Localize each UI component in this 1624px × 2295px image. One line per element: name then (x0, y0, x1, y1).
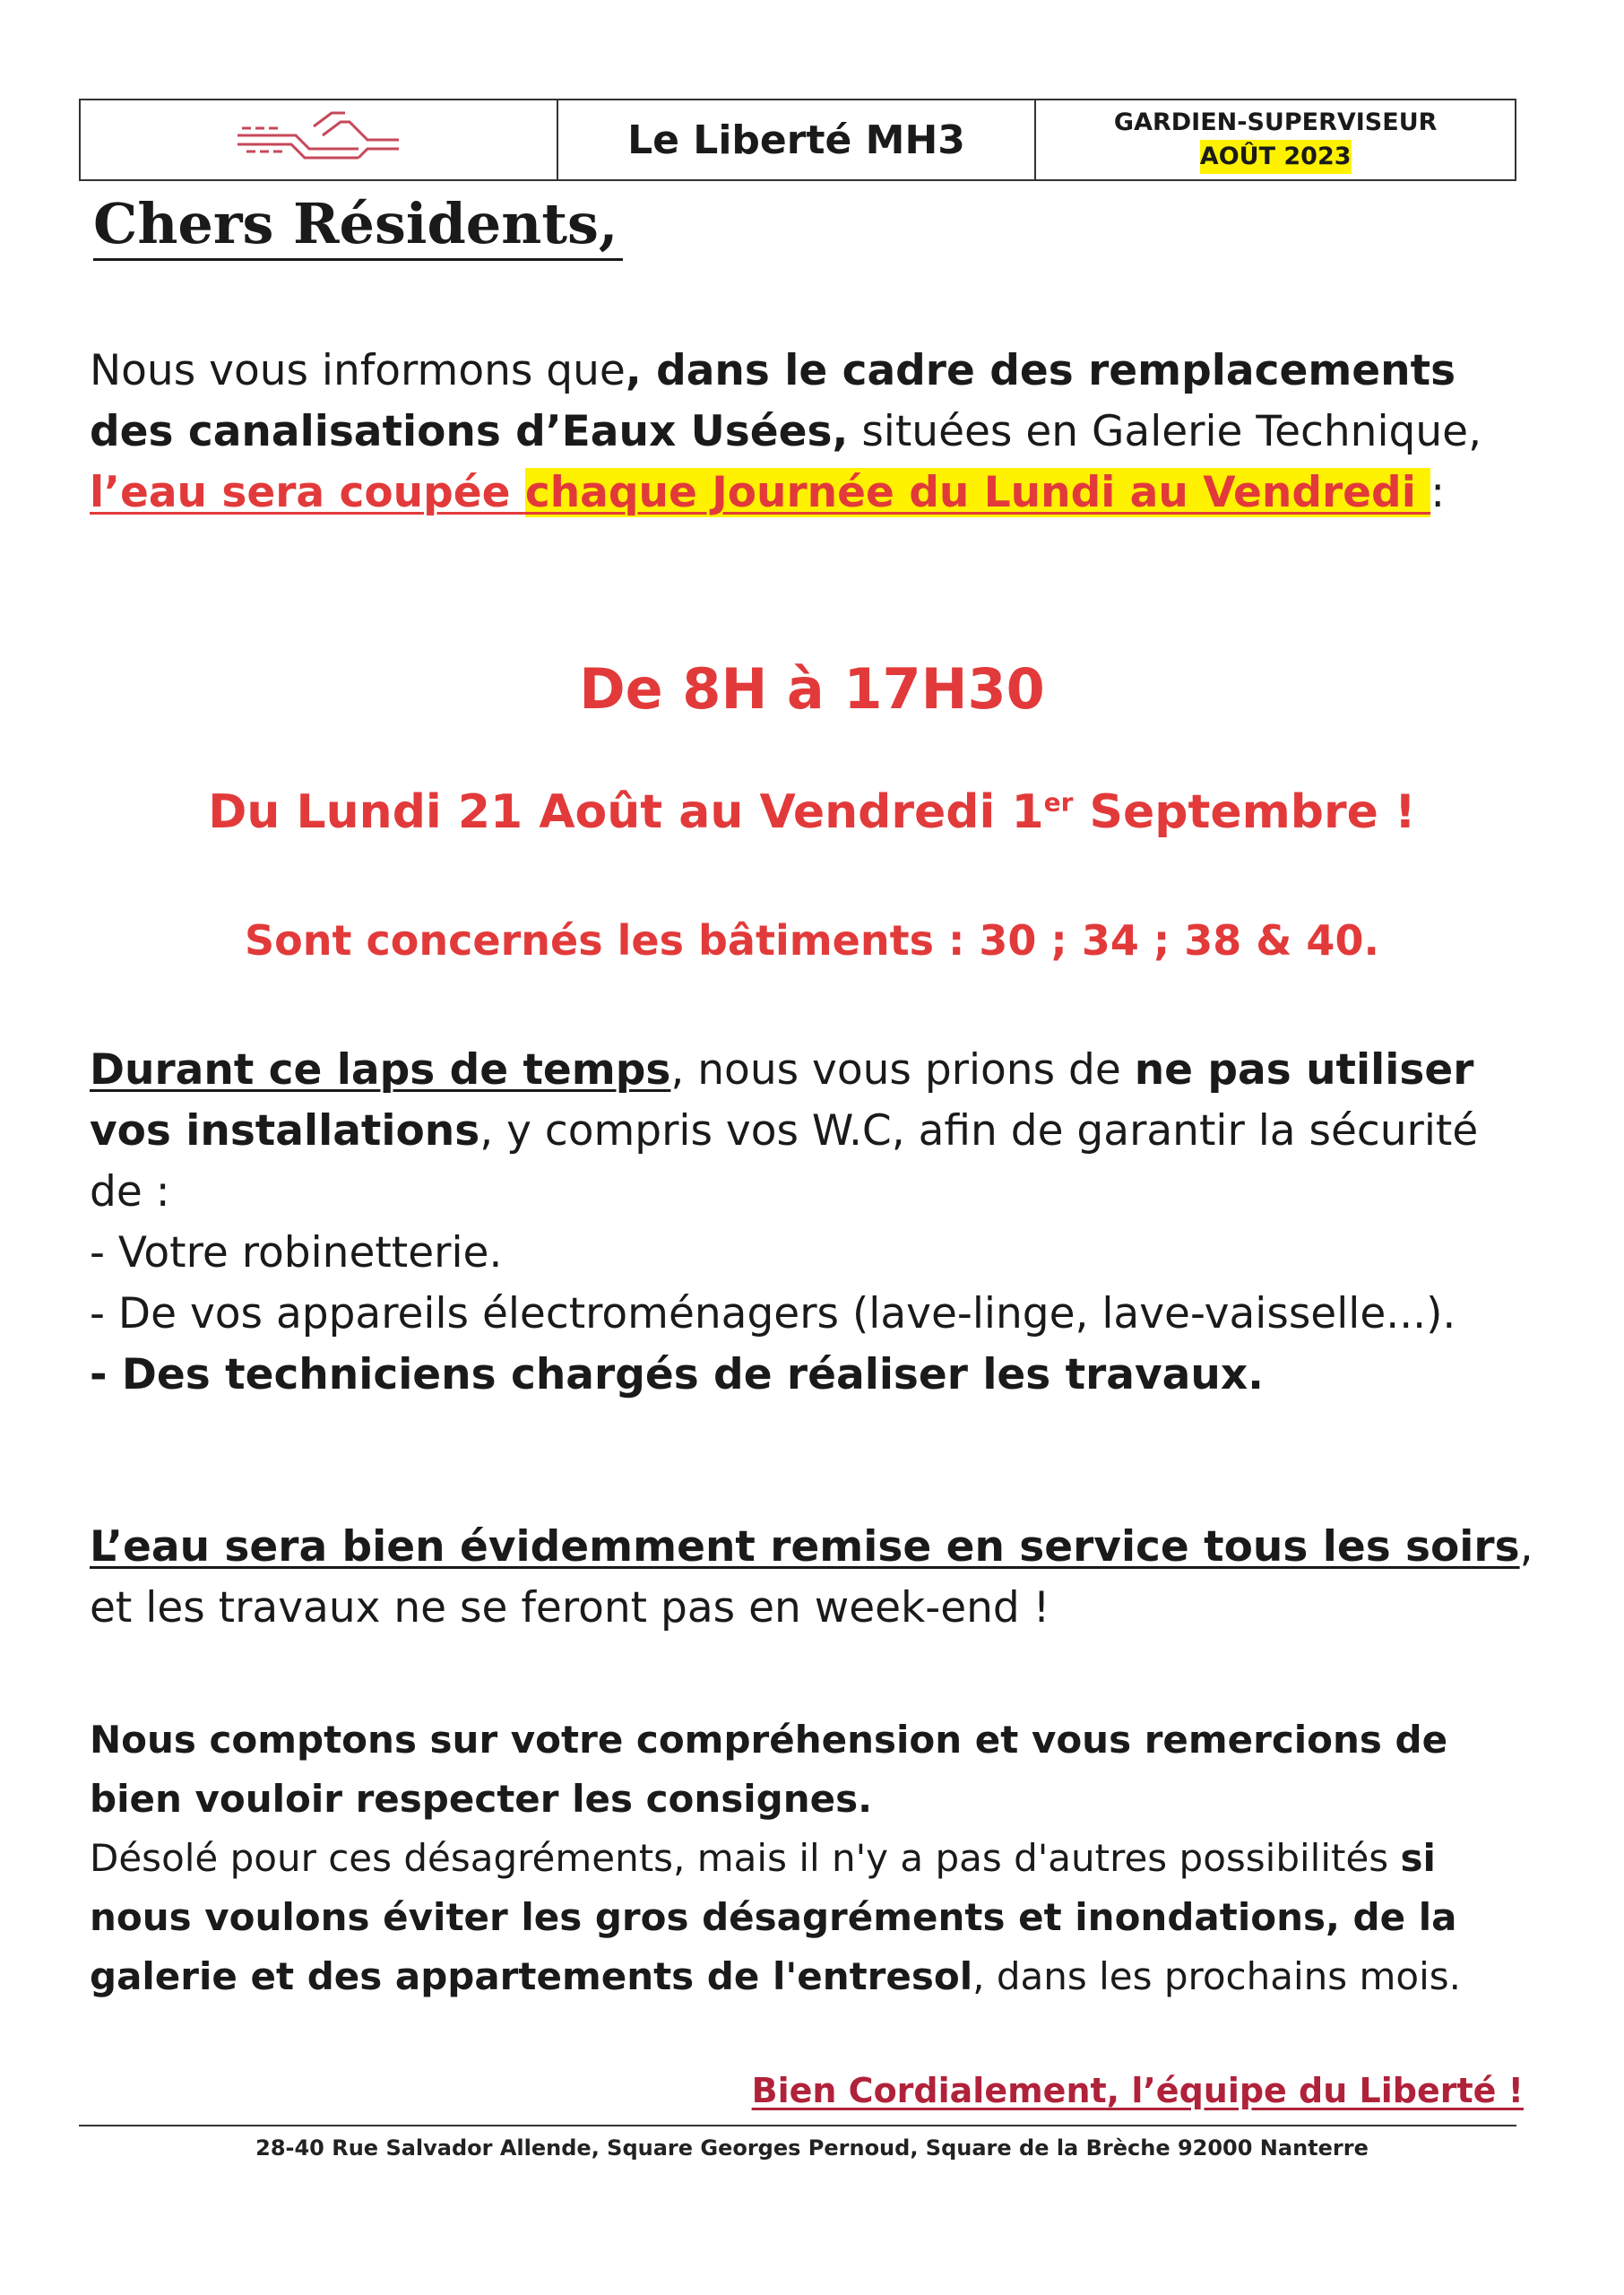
buildings: Sont concernés les bâtiments : 30 ; 34 ; 38 & 40. (245, 916, 1379, 965)
dates-sup: er (1043, 787, 1074, 818)
thanks-bold-2: si nous voulons éviter les gros désagréments et inondations, de la galerie et des appartements de l'entresol (90, 1836, 1457, 1998)
intro-water-cut: l’eau sera coupée (90, 468, 525, 517)
thanks-bold: Nous comptons sur votre compréhension et vous remercions de bien vouloir respecter les consignes. (90, 1718, 1448, 1821)
footer-divider (79, 2125, 1516, 2126)
service-lead: L’eau sera bien évidemment remise en service tous les soirs (90, 1522, 1520, 1572)
intro-paragraph (90, 341, 1542, 524)
intro-text-2: situées en Galerie Technique, (848, 407, 1482, 456)
logo-cell (81, 100, 558, 179)
thanks-text: Désolé pour ces désagréments, mais il n'y a pas d'autres possibilités (90, 1836, 1401, 1880)
list-item: - De vos appareils électroménagers (lave-linge, lave-vaisselle...). (90, 1289, 1456, 1338)
instructions-text-2: , y compris vos W.C, afin de garantir la sécurité de : (90, 1106, 1479, 1217)
dates-suffix: Septembre ! (1073, 785, 1416, 839)
service-rest: , et les travaux ne se feront pas en week-end ! (90, 1522, 1533, 1632)
dates (0, 785, 1624, 839)
header-role-cell (1036, 100, 1515, 179)
instructions-bold: ne pas utiliser vos installations (90, 1045, 1474, 1156)
intro-colon: : (1430, 468, 1446, 517)
intro-text-1: Nous vous informons que (90, 346, 626, 395)
hours: De 8H à 17H30 (579, 656, 1045, 722)
salutation: Chers Résidents, (93, 190, 623, 261)
instructions-paragraph (90, 1040, 1542, 1406)
list-item: - Des techniciens chargés de réaliser les travaux. (90, 1350, 1264, 1399)
closing: Bien Cordialement, l’équipe du Liberté ! (751, 2071, 1524, 2110)
instructions-text-1: , nous vous prions de (670, 1045, 1135, 1095)
service-paragraph (90, 1517, 1542, 1639)
intro-days-highlight: chaque Journée du Lundi au Vendredi (524, 468, 1431, 517)
list-item: - Votre robinetterie. (90, 1228, 503, 1277)
header-role: GARDIEN-SUPERVISEUR (1113, 108, 1438, 136)
dates-prefix: Du Lundi 21 Août au Vendredi 1 (208, 785, 1044, 839)
header-date: AOÛT 2023 (1200, 140, 1352, 174)
thanks-paragraph (90, 1710, 1542, 2006)
header-table (79, 99, 1516, 181)
thanks-end: , dans les prochains mois. (972, 1954, 1462, 1998)
footer-address: 28-40 Rue Salvador Allende, Square Georges Pernoud, Square de la Brèche 92000 Nanterre (255, 2135, 1369, 2161)
header-title: Le Liberté MH3 (558, 100, 1037, 179)
intro-bold-text: , dans le cadre des remplacements des canalisations d’Eaux Usées, (90, 346, 1456, 456)
instructions-lead: Durant ce laps de temps (90, 1045, 671, 1095)
building-logo-icon (233, 108, 403, 171)
